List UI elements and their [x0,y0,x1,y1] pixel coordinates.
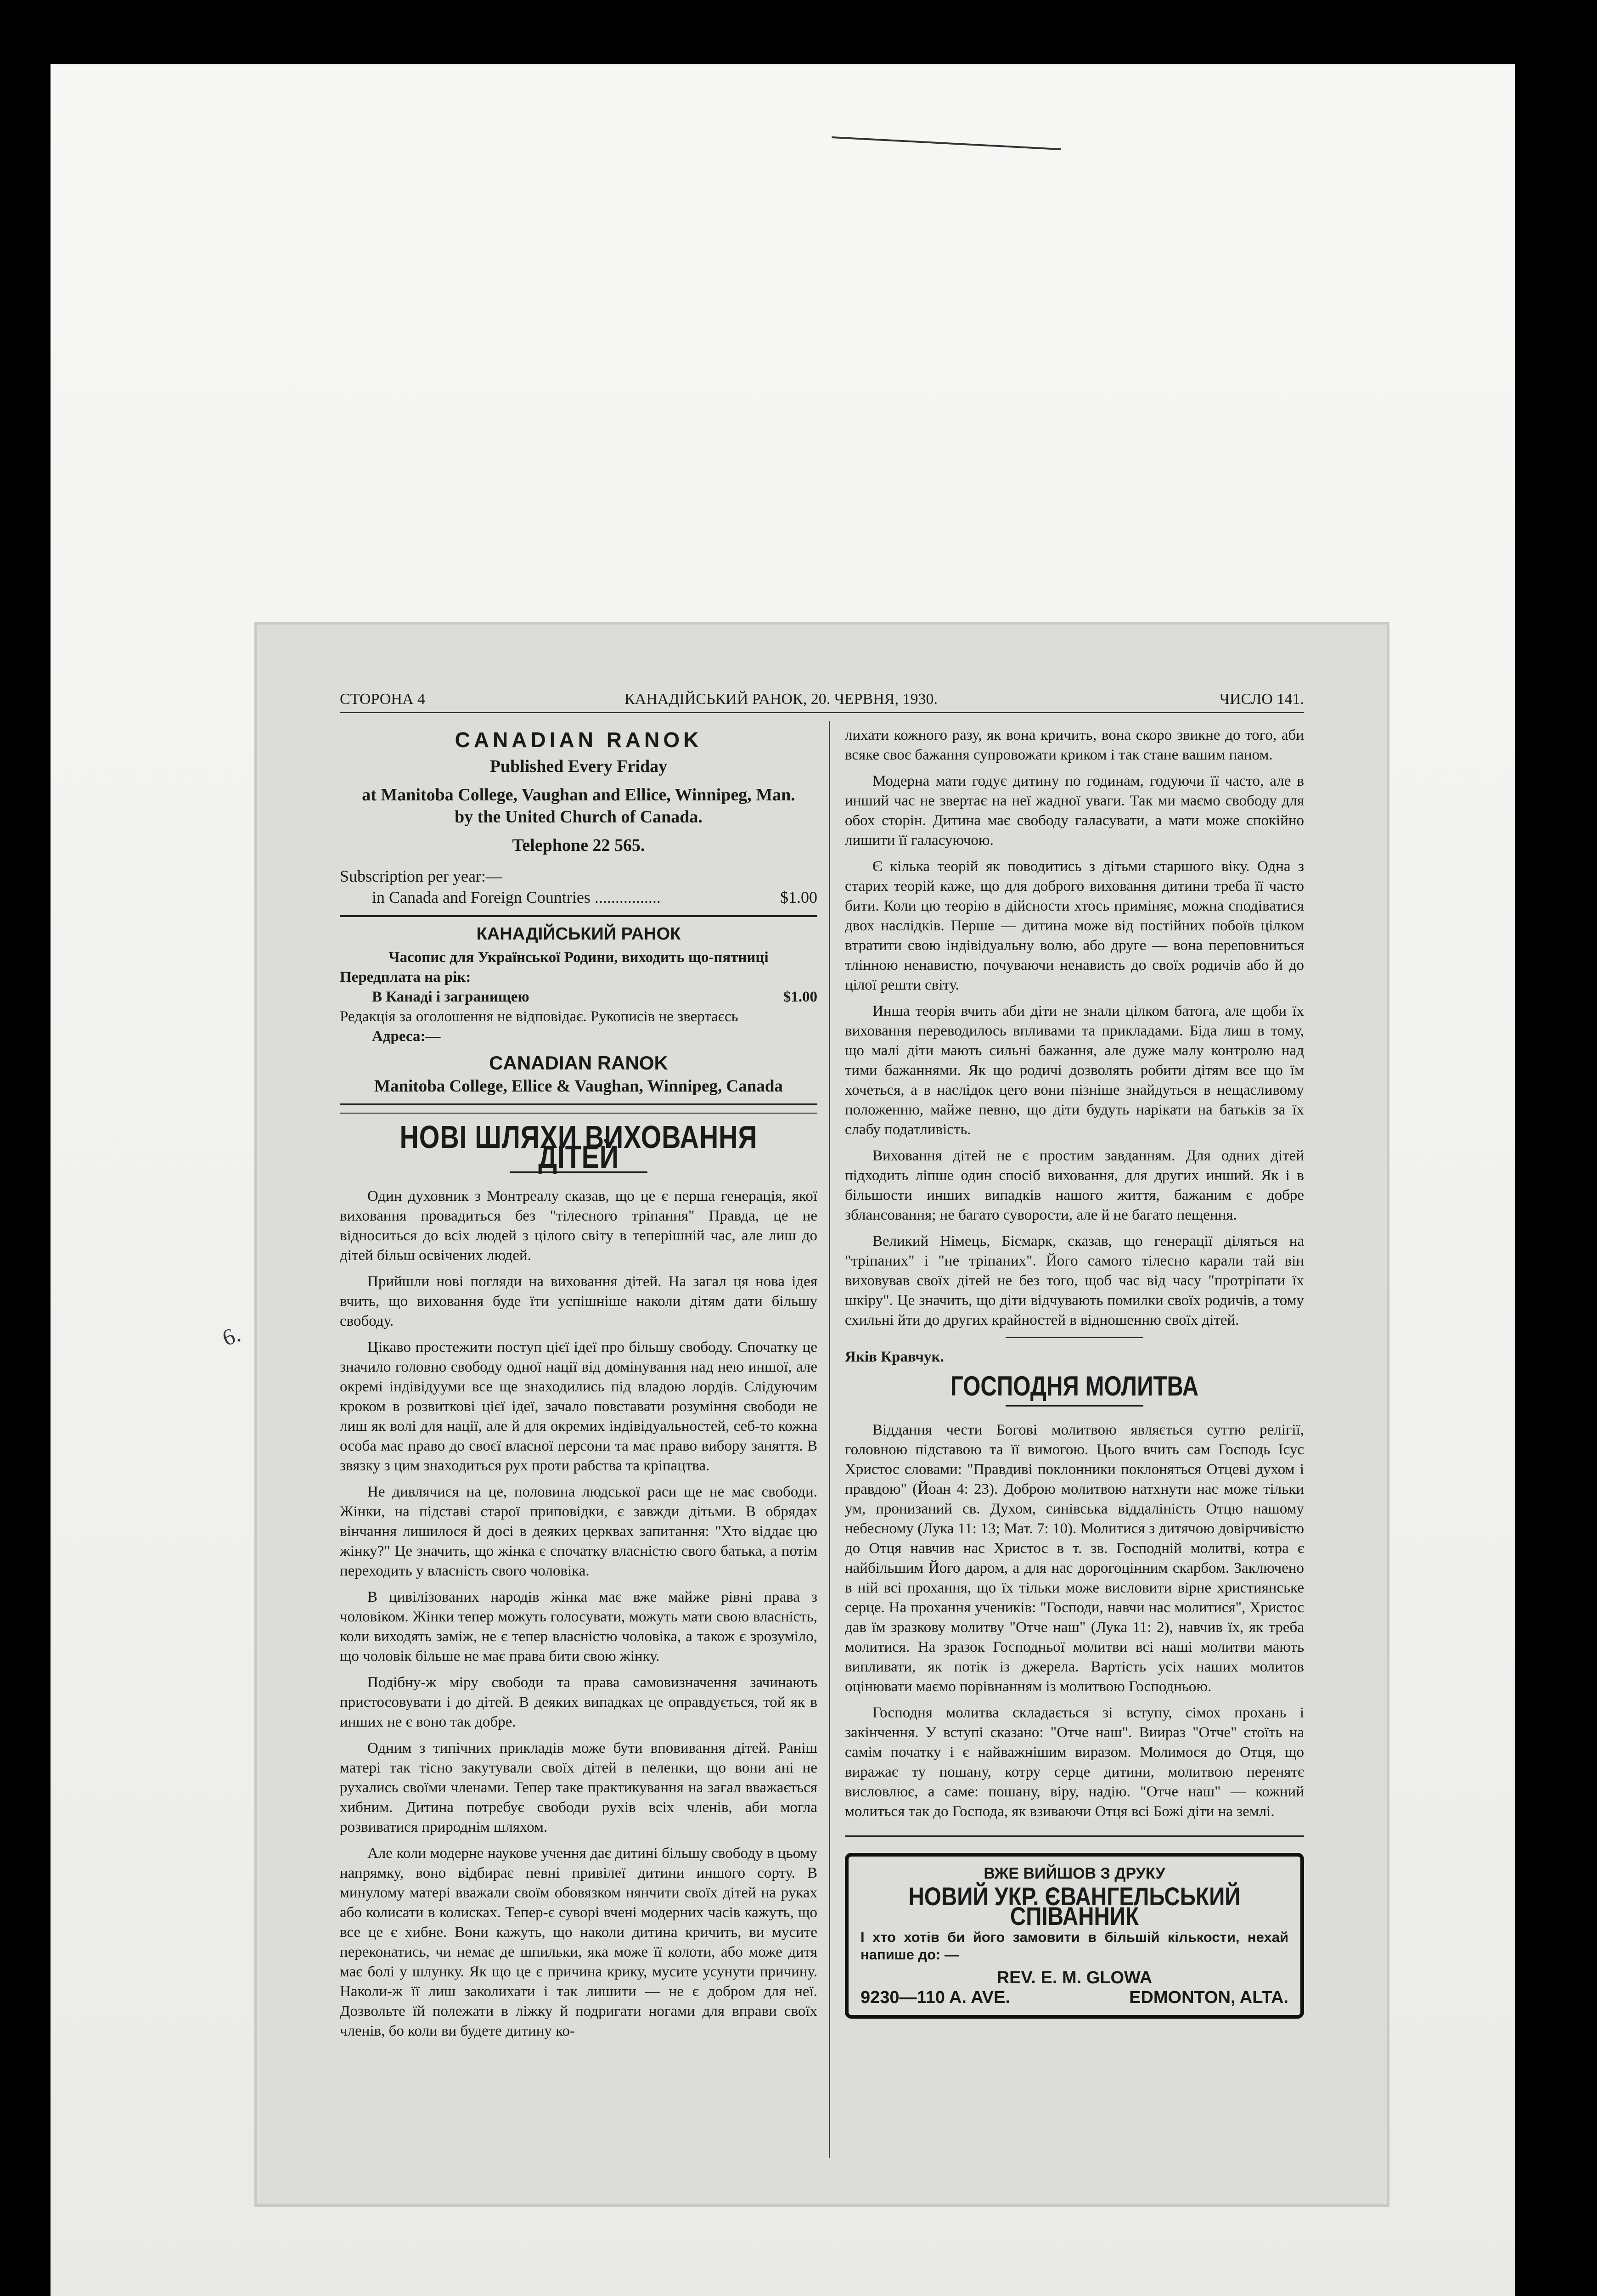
block-rule-thin [340,1113,817,1114]
ua-line1: Часопис для Української Родини, виходить що-пятниці [388,949,769,966]
masthead-line3: by the United Church of Canada. [455,807,703,827]
ad-top-rule [845,1835,1304,1837]
ad-text: І хто хотів би його замовити в більшій кількости, нехай напише до: — [860,1929,1288,1963]
subscription-row [340,887,817,908]
article2-paragraph: Господня молитва складається зі вступу, сімох прохань і закінчення. У вступі сказано: "Отче наш". Виираз "Отче" стоїть на самім початку і є найважнішим виразом. Молимося до Отця, що виражає ту пошану, котру серце дитини, молитвою перенятє висловлює, а саме: пошану, віру, надію. "Отче наш" — кожний молиться так до Господа, як взиваючи Отця всі Божі діти на землі. [845,1705,1304,1820]
article1-paragraph: Одним з типічних прикладів може бути вповивання дітей. Раніш матері так тісно закутували своїх дітей в пеленки, що вони ані не рухались своїми членами. Тепер таке практикування на загал вважається хибним. Дитина потребує свободи рухів всіх членів, аби могла розвиватися природнім шляхом. [340,1740,817,1835]
paper-date: КАНАДІЙСЬКИЙ РАНОК, 20. ЧЕРВНЯ, 1930. [624,691,938,708]
ad-address-row [860,1988,1288,2008]
ua-line3-price: $1.00 [783,989,817,1005]
margin-note: 6. [219,1321,244,1351]
masthead-line1: Published Every Friday [489,757,668,776]
ua-line3: В Канаді і загранищею [372,989,529,1005]
article1-continued-paragraph: Є кілька теорій як поводитись з дітьми старшого віку. Одна з старих теорій каже, що для доброго виховання дитини треба її часто бити. Коли цю теорію в дійсности хтось приміняє, можна сподіватися двох наслідків. Перше — дитина може від постійних побоїв цілком втратити свою індівідуальну волю, або друге — вона переповниться тлінною ненавистю, почуваючи ненависть до своїх родичів або й до цілої решти світу. [845,858,1304,993]
article1-paragraph: Цікаво простежити поступ цієї ідеї про більшу свободу. Спочатку це значило головно свободу одної нації від домінування над нею иншої, але окремі індівідууми все ще знаходились під владою лордів. Слідуючим кроком в розвиткові цієї ідеї, зачало повставати розуміння свободи не лиш як волі для нації, але й для окремих індівідуальностей, себ-то кожна особа має право до своєї власної персони та має право вибору заняття. В звязку з цим знаходиться рух проти рабства та кріпацтва. [340,1339,817,1474]
block-rule [340,1103,817,1105]
ad-address-street: 9230—110 A. AVE. [860,1988,1011,2007]
page-content [340,689,1304,2158]
article2-title: ГОСПОДНЯ МОЛИТВА [950,1371,1199,1401]
film-scratch-mark [831,136,1061,169]
issue-number: ЧИСЛО 141. [1219,691,1304,708]
ua-address-line: Manitoba College, Ellice & Vaughan, Winnipeg, Canada [374,1077,783,1096]
article-separator [1006,1337,1143,1338]
article1-continued-paragraph: Великий Німець, Бісмарк, сказав, що генерації діляться на "тріпаних" і "не тріпаних". Його самого тілесно карали тай він виховував своїх дітей не без того, щоб час від часу "протріпати їх шкіру". Це значить, що діти відчувають помилки своїх родичів, а тому схильні йти до других крайностей в відношенню своїх дітей. [845,1233,1304,1328]
article1-continued-paragraph: Виховання дітей не є простим завданням. Для одних дітей підходить ліпше один спосіб виховання, для других инший. Як і в більшости инших випадків нашого життя, бажаним є добре зблансовання; не багато суворости, але й не багато пещення. [845,1148,1304,1223]
running-header [340,689,1304,713]
ad-address-city: EDMONTON, ALTA. [1129,1988,1288,2007]
article1-title: НОВІ ШЛЯХИ ВИХОВАННЯ ДІТЕЙ [399,1119,758,1175]
article1-signature: Яків Кравчук. [845,1349,944,1365]
article1-paragraph: Не дивлячися на це, половина людської раси ще не має свободи. Жінки, на підставі старої приповідки, є завжди дітьми. В обрядах вінчання лишилося й досі в деяких церквах запитання: "Хто віддає цю жінку?" Це значить, що жінка є спочатку власністю свого батька, а потім переходить у власність свого чоловіка. [340,1484,817,1579]
ua-line2: Передплата на рік: [340,969,471,985]
ad-contact-name: REV. E. M. GLOWA [996,1968,1153,1987]
article1-paragraph: В цивілізованих народів жінка має вже майже рівні права з чоловіком. Жінки тепер можуть голосувати, можуть мати свою власність, коли виходять заміж, не є тепер власністю чоловіка, а також є зрозуміло, що чоловік більше не має права бити свою жінку. [340,1589,817,1665]
article1-paragraph: Один духовник з Монтреалу сказав, що це є перша генерація, якої виховання провадиться без "тілесного тріпання" Правда, це не відноситься до всіх людей з цілого світу в теперішній час, але лиш до дітей більш освічених людей. [340,1188,817,1264]
article1-continued-paragraph: лихати кожного разу, як вона кричить, вона скоро звикне до того, аби всяке своє бажання супровожати криком і так стане вашим паном. [845,727,1304,763]
article1-continued-paragraph: Инша теорія вчить аби діти не знали цілком батога, але щоби їх виховання переводилось впливами та прикладами. Біда лиш в тому, що малі діти мають сильні бажання, але дуже малу контролю над тими бажаннями. Як що родичі дозволять робити дітям все що їм хочеться, а в наслідок цего вони пізніше знайдуться в нещасливому положенню, майже певно, що діти будуть нарікати на батьків за їх слабу податливість. [845,1003,1304,1138]
ad-top-line: ВЖЕ ВИЙШОВ З ДРУКУ [984,1865,1165,1882]
article1-paragraph: Подібну-ж міру свободи та права самовизначення зачинають пристосовувати і до дітей. В деяких випадках це оправдується, той як в инших не є воно так добре. [340,1674,817,1730]
masthead [340,730,817,908]
column-divider [829,721,830,2158]
ad-title: НОВИЙ УКР. ЄВАНГЕЛЬСЬКИЙ СПІВАННИК [908,1882,1241,1930]
left-column [340,726,817,2048]
newspaper-page [257,625,1387,2204]
article1-continued-paragraph: Модерна мати годує дитину по годинам, годуючи її часто, але в инший час не звертає на неї жадної уваги. Так ми маємо свободу для обох сторін. Дитина має свободу галасувати, а мати може спокійно лишити її галасуючою. [845,773,1304,849]
ua-price-row [340,987,817,1007]
masthead-title: CANADIAN RANOK [455,728,703,752]
ukrainian-block [340,924,817,1096]
hymnal-advertisement [845,1853,1304,2019]
masthead-line2: at Manitoba College, Vaughan and Ellice, Winnipeg, Man. [362,785,795,805]
page-number: СТОРОНА 4 [340,691,426,708]
ua-block-title: КАНАДІЙСЬКИЙ РАНОК [476,924,681,944]
ua-line4: Редакція за оголошення не відповідає. Рукописів не звертаєсь [340,1008,738,1025]
article1-paragraph: Прийшли нові погляди на виховання дітей. На загал ця нова ідея вчить, що виховання буде їти успішніше наколи дітям дати більшу свободу. [340,1273,817,1329]
subscription-item: in Canada and Foreign Countries ................ [372,888,661,906]
subscription-label: Subscription per year:— [340,867,502,885]
ua-address-title: CANADIAN RANOK [489,1052,668,1074]
article1-paragraph: Але коли модерне наукове учення дає дитині більшу свободу в цьому напрямку, воно відбирає певні привілеї дитини иншого сорту. В минулому матері вважали своїм обовязком нянчити своїх дітей на руках або колисати в колисках. Тепер-є суворі вчені модерних часів кажуть, що все це є хибне. Вони кажуть, що наколи дитина кричить, ви мусите переконатись, чи немає де шпильки, яка може її колоти, або може дитя має болі у шлунку. Як що це є причина крику, мусите усунути причину. Наколи-ж її лиш заколихати і так лишити — не є добром для неї. Дозвольте їй полежати в ліжку й подригати ногами для вправи своїх членів, бо коли ви будете дитину ко- [340,1845,817,2039]
article2-paragraph: Віддання чести Богові молитвою являється суттю релігії, головною підставою та її вимогою. Цього вчить сам Господь Ісус Христос словами: "Правдиві поклонники поклоняться Отцеві духом і правдою" (Йоан 4: 23). Доброю молитвою натхнути нас може тільки ум, пронизаний св. Духом, синівська віддаліність Отцю нашому небесному (Лука 11: 13; Мат. 7: 10). Молитися з дитячою довірчивістю до Отця навчив нас Христос в т. зв. Господній молитві, котра є найбільшим Його даром, а для нас дорогоцінним скарбом. Заключено в ній всі прохання, що їх тільки може висловити вірне християнське серце. На прохання учеників: "Господи, навчи нас молитися", Христос дав їм зразкову молитву "Отче наш" (Лука 11: 2), навчив їх, як треба молитися. На зразок Господньої молитви всі наші молитви мають випливати, як потік із джерела. Вартість усіх наших молитов оцінювати маємо порівнанням із молитвою Господньою. [845,1422,1304,1695]
subscription-price: $1.00 [780,888,817,906]
ua-line5: Адреса:— [372,1028,441,1045]
masthead-phone: Telephone 22 565. [512,836,645,855]
right-column [845,726,1304,2019]
article2-title-rule [1006,1405,1143,1407]
masthead-rule [340,915,817,917]
